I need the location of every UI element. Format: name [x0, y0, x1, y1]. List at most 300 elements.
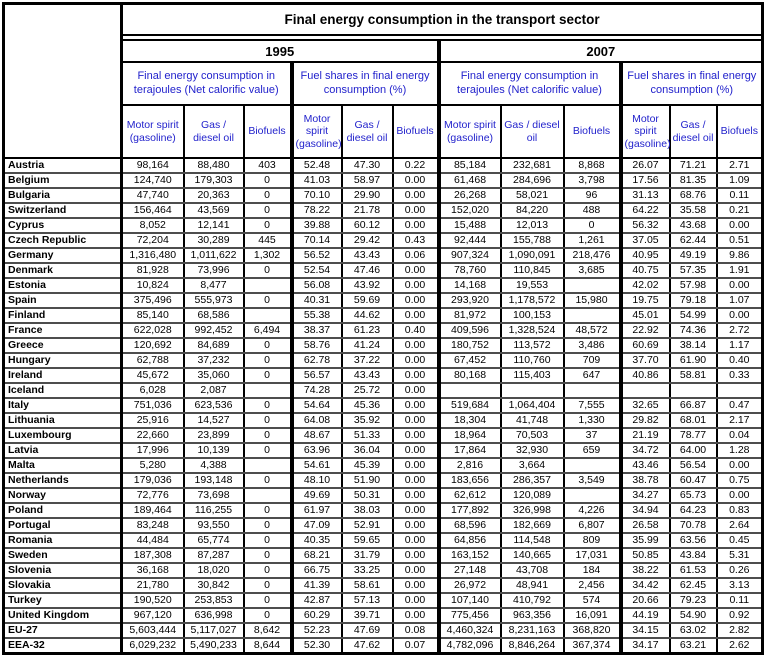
value-cell: 65,774: [184, 533, 244, 548]
country-cell: Malta: [4, 458, 122, 473]
value-cell: 0.00: [393, 278, 439, 293]
country-cell: Cyprus: [4, 218, 122, 233]
value-cell: 992,452: [184, 323, 244, 338]
value-cell: 85,140: [122, 308, 184, 323]
table-row: [4, 278, 763, 293]
country-cell: Austria: [4, 158, 122, 173]
value-cell: 68.01: [670, 413, 717, 428]
value-cell: 115,403: [501, 368, 564, 383]
table-row: [4, 503, 763, 518]
value-cell: 78,760: [439, 263, 501, 278]
value-cell: 409,596: [439, 323, 501, 338]
value-cell: 963,356: [501, 608, 564, 623]
table-row: [4, 473, 763, 488]
value-cell: 21.78: [342, 203, 393, 218]
value-cell: 56.32: [621, 218, 670, 233]
country-cell: Estonia: [4, 278, 122, 293]
value-cell: 0.00: [393, 203, 439, 218]
value-cell: [244, 308, 292, 323]
value-cell: 84,220: [501, 203, 564, 218]
value-cell: 62,788: [122, 353, 184, 368]
value-cell: 34.72: [621, 443, 670, 458]
value-cell: 30,289: [184, 233, 244, 248]
value-cell: 48,572: [564, 323, 621, 338]
value-cell: 647: [564, 368, 621, 383]
value-cell: 39.88: [292, 218, 342, 233]
value-cell: 4,388: [184, 458, 244, 473]
value-cell: 51.90: [342, 473, 393, 488]
country-cell: Romania: [4, 533, 122, 548]
value-cell: 98,164: [122, 158, 184, 173]
country-cell: Sweden: [4, 548, 122, 563]
col-header-gas-diesel-share-2007: Gas / diesel oil: [670, 105, 717, 158]
title-row: [4, 4, 763, 36]
value-cell: 403: [244, 158, 292, 173]
value-cell: 0: [244, 518, 292, 533]
value-cell: 60.69: [621, 338, 670, 353]
table-row: [4, 638, 763, 654]
table-row: [4, 428, 763, 443]
table-row: [4, 308, 763, 323]
value-cell: 58.97: [342, 173, 393, 188]
value-cell: 0.00: [393, 368, 439, 383]
value-cell: 5,490,233: [184, 638, 244, 654]
value-cell: 16,091: [564, 608, 621, 623]
country-cell: Portugal: [4, 518, 122, 533]
value-cell: 0: [244, 563, 292, 578]
value-cell: 14,168: [439, 278, 501, 293]
value-cell: 113,572: [501, 338, 564, 353]
value-cell: 61.97: [292, 503, 342, 518]
value-cell: 38.14: [670, 338, 717, 353]
table-row: [4, 173, 763, 188]
value-cell: 488: [564, 203, 621, 218]
col-header-gas-diesel-tj-2007: Gas / diesel oil: [501, 105, 564, 158]
value-cell: 40.95: [621, 248, 670, 263]
value-cell: 80,168: [439, 368, 501, 383]
value-cell: 2,087: [184, 383, 244, 398]
value-cell: 57.13: [342, 593, 393, 608]
value-cell: 2,456: [564, 578, 621, 593]
value-cell: 0.00: [393, 338, 439, 353]
value-cell: 0.00: [393, 578, 439, 593]
value-cell: 0.47: [717, 398, 763, 413]
value-cell: 54.64: [292, 398, 342, 413]
value-cell: 33.25: [342, 563, 393, 578]
value-cell: 0.00: [393, 488, 439, 503]
value-cell: 3,798: [564, 173, 621, 188]
value-cell: 78.77: [670, 428, 717, 443]
country-cell: Netherlands: [4, 473, 122, 488]
value-cell: 36.04: [342, 443, 393, 458]
value-cell: 0.83: [717, 503, 763, 518]
value-cell: 20.66: [621, 593, 670, 608]
table-row: [4, 623, 763, 638]
value-cell: 34.17: [621, 638, 670, 654]
value-cell: 62.45: [670, 578, 717, 593]
value-cell: 26,972: [439, 578, 501, 593]
value-cell: [564, 383, 621, 398]
value-cell: 47.30: [342, 158, 393, 173]
value-cell: 66.87: [670, 398, 717, 413]
value-cell: 0: [244, 533, 292, 548]
value-cell: 0.43: [393, 233, 439, 248]
value-cell: 1,302: [244, 248, 292, 263]
value-cell: 43.68: [670, 218, 717, 233]
value-cell: 47.46: [342, 263, 393, 278]
value-cell: 177,892: [439, 503, 501, 518]
value-cell: 182,669: [501, 518, 564, 533]
value-cell: 0.40: [717, 353, 763, 368]
value-cell: 34.94: [621, 503, 670, 518]
value-cell: 152,020: [439, 203, 501, 218]
table-row: [4, 383, 763, 398]
country-cell: Czech Republic: [4, 233, 122, 248]
value-cell: [670, 383, 717, 398]
value-cell: 0.00: [393, 458, 439, 473]
value-cell: 0: [244, 398, 292, 413]
value-cell: 10,824: [122, 278, 184, 293]
value-cell: 52.23: [292, 623, 342, 638]
year-header-2007: 2007: [439, 40, 763, 62]
value-cell: 39.71: [342, 608, 393, 623]
country-cell: Lithuania: [4, 413, 122, 428]
value-cell: [621, 383, 670, 398]
value-cell: 293,920: [439, 293, 501, 308]
value-cell: 2.17: [717, 413, 763, 428]
value-cell: 62.44: [670, 233, 717, 248]
value-cell: 120,692: [122, 338, 184, 353]
value-cell: 50.85: [621, 548, 670, 563]
country-cell: United Kingdom: [4, 608, 122, 623]
value-cell: 44.62: [342, 308, 393, 323]
value-cell: 58.76: [292, 338, 342, 353]
value-cell: 60.12: [342, 218, 393, 233]
value-cell: 88,480: [184, 158, 244, 173]
value-cell: 1.28: [717, 443, 763, 458]
value-cell: 375,496: [122, 293, 184, 308]
value-cell: [564, 458, 621, 473]
table-row: [4, 188, 763, 203]
value-cell: 48.10: [292, 473, 342, 488]
value-cell: 110,845: [501, 263, 564, 278]
value-cell: 42.87: [292, 593, 342, 608]
value-cell: 38.03: [342, 503, 393, 518]
value-cell: 0.33: [717, 368, 763, 383]
value-cell: 156,464: [122, 203, 184, 218]
country-cell: Denmark: [4, 263, 122, 278]
table-row: [4, 248, 763, 263]
value-cell: 59.69: [342, 293, 393, 308]
value-cell: 8,477: [184, 278, 244, 293]
value-cell: 45.39: [342, 458, 393, 473]
value-cell: 65.73: [670, 488, 717, 503]
value-cell: 35.92: [342, 413, 393, 428]
value-cell: 6,028: [122, 383, 184, 398]
value-cell: 0.51: [717, 233, 763, 248]
value-cell: 52.54: [292, 263, 342, 278]
value-cell: 0.08: [393, 623, 439, 638]
country-cell: Greece: [4, 338, 122, 353]
value-cell: 47,740: [122, 188, 184, 203]
value-cell: 49.19: [670, 248, 717, 263]
value-cell: 63.02: [670, 623, 717, 638]
table-row: [4, 593, 763, 608]
value-cell: 0: [244, 578, 292, 593]
value-cell: 0: [244, 293, 292, 308]
value-cell: 37: [564, 428, 621, 443]
col-header-gas-diesel-tj-1995: Gas / diesel oil: [184, 105, 244, 158]
value-cell: 1.17: [717, 338, 763, 353]
value-cell: 70,503: [501, 428, 564, 443]
value-cell: 0.00: [393, 173, 439, 188]
value-cell: 5,603,444: [122, 623, 184, 638]
value-cell: 8,231,163: [501, 623, 564, 638]
value-cell: 1.09: [717, 173, 763, 188]
value-cell: 286,357: [501, 473, 564, 488]
value-cell: 47.62: [342, 638, 393, 654]
value-cell: 0.00: [393, 548, 439, 563]
value-cell: 71.21: [670, 158, 717, 173]
value-cell: 47.69: [342, 623, 393, 638]
value-cell: 63.21: [670, 638, 717, 654]
value-cell: 0.06: [393, 248, 439, 263]
value-cell: 19.75: [621, 293, 670, 308]
value-cell: 445: [244, 233, 292, 248]
value-cell: 15,488: [439, 218, 501, 233]
value-cell: 40.31: [292, 293, 342, 308]
table-row: [4, 293, 763, 308]
value-cell: 17,996: [122, 443, 184, 458]
value-cell: 66.75: [292, 563, 342, 578]
value-cell: 0: [244, 203, 292, 218]
value-cell: 1,090,091: [501, 248, 564, 263]
value-cell: 100,153: [501, 308, 564, 323]
value-cell: 0.11: [717, 593, 763, 608]
value-cell: 21,780: [122, 578, 184, 593]
value-cell: 1.07: [717, 293, 763, 308]
value-cell: 107,140: [439, 593, 501, 608]
value-cell: 116,255: [184, 503, 244, 518]
value-cell: 54.90: [670, 608, 717, 623]
value-cell: 0: [244, 338, 292, 353]
value-cell: 60.47: [670, 473, 717, 488]
value-cell: 62.78: [292, 353, 342, 368]
value-cell: 93,550: [184, 518, 244, 533]
value-cell: [717, 383, 763, 398]
country-cell: France: [4, 323, 122, 338]
value-cell: 0.26: [717, 563, 763, 578]
value-cell: 29.82: [621, 413, 670, 428]
value-cell: 0.00: [393, 353, 439, 368]
value-cell: 61.90: [670, 353, 717, 368]
value-cell: 72,204: [122, 233, 184, 248]
value-cell: 34.27: [621, 488, 670, 503]
value-cell: 64,856: [439, 533, 501, 548]
value-cell: 0: [244, 173, 292, 188]
value-cell: 636,998: [184, 608, 244, 623]
table-header: [4, 4, 763, 159]
col-header-biofuels-tj-1995: Biofuels: [244, 105, 292, 158]
value-cell: 79.23: [670, 593, 717, 608]
value-cell: 84,689: [184, 338, 244, 353]
value-cell: 15,980: [564, 293, 621, 308]
value-cell: 0.22: [393, 158, 439, 173]
value-cell: 40.35: [292, 533, 342, 548]
value-cell: 284,696: [501, 173, 564, 188]
value-cell: 709: [564, 353, 621, 368]
col-header-gas-diesel-share-1995: Gas / diesel oil: [342, 105, 393, 158]
value-cell: 56.52: [292, 248, 342, 263]
value-cell: 17,864: [439, 443, 501, 458]
value-cell: 38.22: [621, 563, 670, 578]
year-header-1995: 1995: [122, 40, 439, 62]
col-header-biofuels-share-1995: Biofuels: [393, 105, 439, 158]
value-cell: 0: [244, 443, 292, 458]
value-cell: 52.91: [342, 518, 393, 533]
value-cell: 0.00: [393, 563, 439, 578]
value-cell: 38.78: [621, 473, 670, 488]
value-cell: 0: [244, 503, 292, 518]
value-cell: 0.00: [393, 443, 439, 458]
value-cell: 35.58: [670, 203, 717, 218]
value-cell: [244, 278, 292, 293]
value-cell: 43.46: [621, 458, 670, 473]
value-cell: 622,028: [122, 323, 184, 338]
value-cell: 187,308: [122, 548, 184, 563]
value-cell: 0: [564, 218, 621, 233]
value-cell: 6,494: [244, 323, 292, 338]
value-cell: 0.00: [393, 308, 439, 323]
value-cell: 0.00: [393, 383, 439, 398]
value-cell: 3,664: [501, 458, 564, 473]
value-cell: 6,807: [564, 518, 621, 533]
value-cell: 87,287: [184, 548, 244, 563]
country-cell: Iceland: [4, 383, 122, 398]
value-cell: 56.57: [292, 368, 342, 383]
value-cell: 83,248: [122, 518, 184, 533]
value-cell: 70.78: [670, 518, 717, 533]
table-row: [4, 518, 763, 533]
value-cell: 2.72: [717, 323, 763, 338]
country-cell: Hungary: [4, 353, 122, 368]
value-cell: 44.19: [621, 608, 670, 623]
value-cell: 63.56: [670, 533, 717, 548]
value-cell: 0.00: [393, 428, 439, 443]
value-cell: 23,899: [184, 428, 244, 443]
value-cell: 57.98: [670, 278, 717, 293]
value-cell: 3,685: [564, 263, 621, 278]
value-cell: 0.00: [393, 413, 439, 428]
country-cell: Poland: [4, 503, 122, 518]
value-cell: 18,020: [184, 563, 244, 578]
value-cell: 43.43: [342, 368, 393, 383]
value-cell: 0: [244, 188, 292, 203]
value-cell: 1,316,480: [122, 248, 184, 263]
value-cell: 63.96: [292, 443, 342, 458]
value-cell: 78.22: [292, 203, 342, 218]
value-cell: 22,660: [122, 428, 184, 443]
value-cell: 34.15: [621, 623, 670, 638]
value-cell: 907,324: [439, 248, 501, 263]
value-cell: 96: [564, 188, 621, 203]
value-cell: 659: [564, 443, 621, 458]
value-cell: 0.00: [717, 278, 763, 293]
value-cell: 68,596: [439, 518, 501, 533]
value-cell: 218,476: [564, 248, 621, 263]
value-cell: 0.00: [393, 398, 439, 413]
col-header-motor-spirit-tj-1995: Motor spirit (gasoline): [122, 105, 184, 158]
table-row: [4, 233, 763, 248]
value-cell: 58.61: [342, 578, 393, 593]
value-cell: 59.65: [342, 533, 393, 548]
table-row: [4, 398, 763, 413]
country-cell: Italy: [4, 398, 122, 413]
value-cell: 41.03: [292, 173, 342, 188]
value-cell: 54.99: [670, 308, 717, 323]
value-cell: 62,612: [439, 488, 501, 503]
value-cell: 180,752: [439, 338, 501, 353]
corner-cell: [4, 4, 122, 159]
value-cell: 0.00: [393, 473, 439, 488]
table-row: [4, 263, 763, 278]
value-cell: 1,178,572: [501, 293, 564, 308]
value-cell: 19,553: [501, 278, 564, 293]
value-cell: 0.00: [393, 188, 439, 203]
value-cell: 1.91: [717, 263, 763, 278]
value-cell: 809: [564, 533, 621, 548]
value-cell: 4,782,096: [439, 638, 501, 654]
value-cell: 45.36: [342, 398, 393, 413]
country-cell: Spain: [4, 293, 122, 308]
value-cell: 73,698: [184, 488, 244, 503]
value-cell: 8,846,264: [501, 638, 564, 654]
value-cell: 64.22: [621, 203, 670, 218]
value-cell: [564, 278, 621, 293]
value-cell: 519,684: [439, 398, 501, 413]
country-cell: Ireland: [4, 368, 122, 383]
value-cell: 0.92: [717, 608, 763, 623]
country-cell: Switzerland: [4, 203, 122, 218]
country-cell: Belgium: [4, 173, 122, 188]
value-cell: 179,036: [122, 473, 184, 488]
value-cell: 1,330: [564, 413, 621, 428]
country-cell: Luxembourg: [4, 428, 122, 443]
value-cell: 1,011,622: [184, 248, 244, 263]
value-cell: 61.23: [342, 323, 393, 338]
value-cell: 0: [244, 548, 292, 563]
table-row: [4, 158, 763, 173]
value-cell: 85,184: [439, 158, 501, 173]
value-cell: 79.18: [670, 293, 717, 308]
value-cell: 41.24: [342, 338, 393, 353]
value-cell: 68,586: [184, 308, 244, 323]
value-cell: 56.08: [292, 278, 342, 293]
value-cell: 189,464: [122, 503, 184, 518]
value-cell: 41,748: [501, 413, 564, 428]
value-cell: 21.19: [621, 428, 670, 443]
value-cell: 0.75: [717, 473, 763, 488]
value-cell: 0.00: [717, 488, 763, 503]
country-cell: Turkey: [4, 593, 122, 608]
value-cell: 52.48: [292, 158, 342, 173]
value-cell: 61.53: [670, 563, 717, 578]
table-row: [4, 608, 763, 623]
value-cell: 5,117,027: [184, 623, 244, 638]
value-cell: 3,549: [564, 473, 621, 488]
value-cell: 967,120: [122, 608, 184, 623]
value-cell: 1,328,524: [501, 323, 564, 338]
